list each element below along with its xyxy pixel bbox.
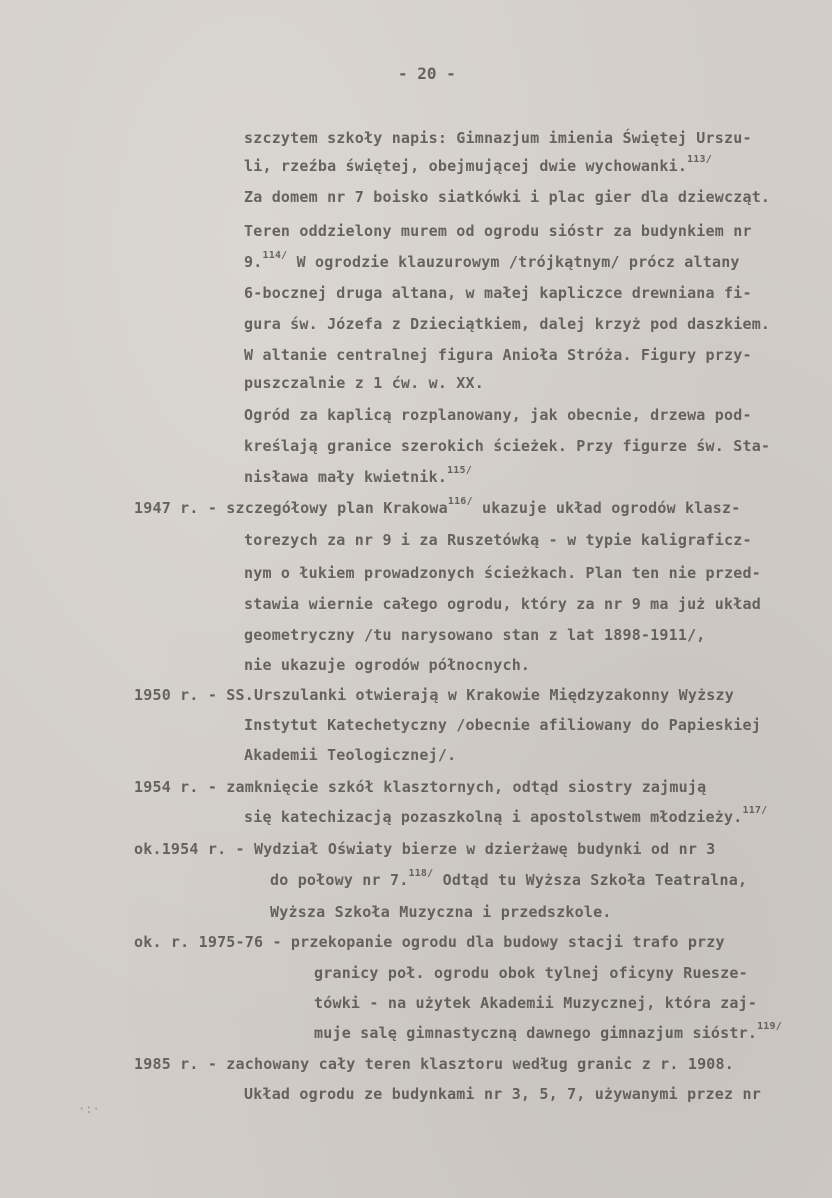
footnote-ref: 113/ bbox=[687, 154, 712, 165]
page-number: - 20 - bbox=[398, 64, 456, 83]
footnote-ref: 117/ bbox=[742, 805, 768, 816]
text-line: gura św. Józefa z Dzieciątkiem, dalej krzyż pod daszkiem. bbox=[244, 315, 771, 333]
text-line: W altanie centralnej figura Anioła Stróża. Figury przy- bbox=[244, 346, 752, 364]
text-line: 1985 r. - zachowany cały teren klasztoru według granic z r. 1908. bbox=[134, 1055, 734, 1073]
text-line: Akademii Teologicznej/. bbox=[244, 746, 457, 764]
text-line: nisława mały kwietnik.$^{115/}$ bbox=[244, 465, 472, 486]
text-line: 1954 r. - zamknięcie szkół klasztornych, odtąd siostry zajmują bbox=[134, 778, 707, 796]
footnote-ref: 119/ bbox=[757, 1021, 782, 1032]
footnote-ref: 118/ bbox=[408, 868, 434, 879]
text-line: 1947 r. - szczegółowy plan Krakowa$^{116/}$ ukazuje układ ogrodów klasz- bbox=[134, 496, 741, 517]
footnote-ref: 116/ bbox=[447, 496, 473, 507]
text-line: 9.$^{114/}$ W ogrodzie klauzurowym /trójkątnym/ prócz altany bbox=[244, 250, 740, 271]
text-line: szczytem szkoły napis: Gimnazjum imienia Świętej Urszu- bbox=[244, 129, 752, 147]
text-line: stawia wiernie całego ogrodu, który za nr 9 ma już układ bbox=[244, 595, 761, 613]
text-line: kreślają granice szerokich ścieżek. Przy figurze św. Sta- bbox=[244, 437, 771, 455]
text-line: Układ ogrodu ze budynkami nr 3, 5, 7, używanymi przez nr bbox=[244, 1085, 761, 1103]
footnote-ref: 114/ bbox=[262, 250, 288, 261]
text-line: tówki - na użytek Akademii Muzycznej, która zaj- bbox=[314, 994, 758, 1012]
text-line: puszczalnie z 1 ćw. w. XX. bbox=[244, 374, 484, 392]
text-line: nym o łukiem prowadzonych ścieżkach. Plan ten nie przed- bbox=[244, 564, 761, 582]
text-line: Za domem nr 7 boisko siatkówki i plac gier dla dziewcząt. bbox=[244, 188, 771, 206]
footnote-ref: 115/ bbox=[447, 465, 472, 476]
text-line: się katechizacją pozaszkolną i apostolstwem młodzieży.$^{117/}$ bbox=[244, 805, 768, 826]
text-line: Wyższa Szkoła Muzyczna i przedszkole. bbox=[270, 903, 612, 921]
margin-mark: ·:· bbox=[78, 1102, 100, 1116]
text-line: Ogród za kaplicą rozplanowany, jak obecnie, drzewa pod- bbox=[244, 406, 752, 424]
text-line: li, rzeźba świętej, obejmującej dwie wychowanki.$^{113/}$ bbox=[244, 154, 712, 175]
text-line: Instytut Katechetyczny /obecnie afiliowany do Papieskiej bbox=[244, 716, 761, 734]
text-line: ok. r. 1975-76 - przekopanie ogrodu dla budowy stacji trafo przy bbox=[134, 933, 725, 951]
text-line: nie ukazuje ogrodów północnych. bbox=[244, 656, 531, 674]
text-line: 6-bocznej druga altana, w małej kapliczce drewniana fi- bbox=[244, 284, 752, 302]
text-line: granicy poł. ogrodu obok tylnej oficyny Ruesze- bbox=[314, 964, 748, 982]
text-line: ok.1954 r. - Wydział Oświaty bierze w dzierżawę budynki od nr 3 bbox=[134, 840, 716, 858]
text-line: do połowy nr 7.$^{118/}$ Odtąd tu Wyższa Szkoła Teatralna, bbox=[270, 868, 748, 889]
text-line: torezych za nr 9 i za Ruszetówką - w typie kaligraficz- bbox=[244, 531, 752, 549]
text-line: geometryczny /tu narysowano stan z lat 1898-1911/, bbox=[244, 626, 706, 644]
text-line: 1950 r. - SS.Urszulanki otwierają w Krakowie Międzyzakonny Wyższy bbox=[134, 686, 734, 704]
text-line: Teren oddzielony murem od ogrodu sióstr za budynkiem nr bbox=[244, 222, 752, 240]
text-line: muje salę gimnastyczną dawnego gimnazjum sióstr.$^{119/}$ bbox=[314, 1021, 782, 1042]
